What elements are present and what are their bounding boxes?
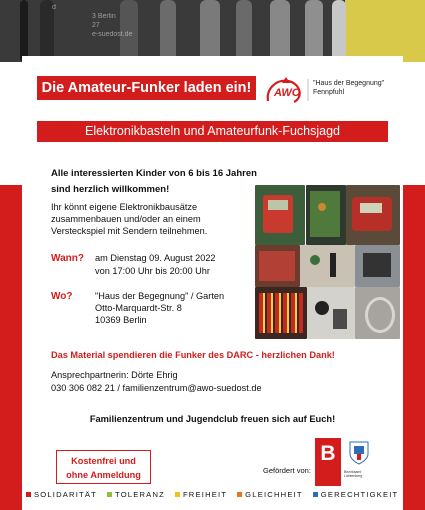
district-line1: Bezirksamt [344, 470, 362, 474]
intro-line-1: Alle interessierten Kinder von 6 bis 16 Jahren [51, 168, 257, 179]
subheadline: Elektronikbasteln und Amateurfunk-Fuchsjagd [37, 121, 388, 142]
closing-line: Familienzentrum und Jugendclub freuen sich auf Euch! [89, 414, 336, 424]
bezirksamt-logo [315, 438, 341, 486]
description-line-2: zusammenbauen und/oder an einem [51, 214, 201, 224]
value-square-icon [175, 492, 180, 497]
awo-place-line2: Fennpfuhl [313, 89, 345, 96]
header-photo [0, 0, 425, 62]
photo-radio [355, 245, 400, 287]
photo-multimeter [255, 185, 305, 245]
value-label: TOLERANZ [115, 490, 165, 499]
value-label: GERECHTIGKEIT [320, 490, 399, 499]
value-freiheit [175, 490, 227, 499]
value-gleichheit [237, 490, 303, 499]
free-box-line2: ohne Anmeldung [66, 470, 141, 480]
bezirksamt-letter: B [320, 442, 336, 465]
banner-text-1: d [52, 4, 56, 11]
free-box-line1: Kostenfrei und [71, 456, 136, 466]
where-place: "Haus der Begegnung" / Garten [95, 291, 225, 301]
photo-screwdrivers [255, 287, 307, 339]
material-note: Das Material spendieren die Funker des DARC - herzlichen Dank! [51, 350, 335, 360]
photo-antenna [355, 287, 400, 339]
district-crest-icon [348, 440, 370, 466]
awo-logo-text: AWO [274, 87, 301, 99]
photo-components [300, 245, 355, 287]
where-street: Otto-Marquardt-Str. 8 [95, 303, 182, 313]
headline: Die Amateur-Funker laden ein! [37, 76, 256, 100]
value-gerechtigkeit [313, 490, 399, 499]
photo-soldering [346, 185, 400, 245]
when-date: am Dienstag 09. August 2022 [95, 253, 216, 263]
photo-tools [255, 245, 300, 287]
value-square-icon [313, 492, 318, 497]
sponsor-label: Gefördert von: [263, 466, 311, 475]
awo-place [313, 79, 384, 97]
banner-text-2: 3 Berlin [92, 13, 116, 20]
intro-line-2: sind herzlich willkommen! [51, 184, 170, 195]
description-line-1: Ihr könnt eigene Elektronikbausätze [51, 202, 198, 212]
district-line2: Lichtenberg [344, 474, 363, 478]
value-solidaritaet [26, 490, 97, 499]
banner-text-3: 27 [92, 22, 100, 29]
left-red-stripe [0, 185, 22, 510]
contact-person: Ansprechpartnerin: Dörte Ehrig [51, 370, 178, 380]
contact-details: 030 306 082 21 / familienzentrum@awo-suedost.de [51, 383, 262, 393]
awo-place-line1: "Haus der Begegnung" [313, 80, 385, 87]
banner-text-4: e-suedost.de [92, 31, 133, 38]
value-square-icon [26, 492, 31, 497]
description-line-3: Versteckspiel mit Sendern teilnehmen. [51, 226, 208, 236]
value-square-icon [107, 492, 112, 497]
value-square-icon [237, 492, 242, 497]
photo-circuit-board [306, 185, 346, 245]
photo-parts [307, 287, 355, 339]
when-time: von 17:00 Uhr bis 20:00 Uhr [95, 266, 210, 276]
district-name [344, 470, 362, 478]
right-red-stripe [403, 185, 425, 510]
when-label: Wann? [51, 253, 84, 264]
values-footer [26, 490, 398, 499]
value-toleranz [107, 490, 165, 499]
value-label: GLEICHHEIT [245, 490, 303, 499]
where-label: Wo? [51, 291, 73, 302]
where-city: 10369 Berlin [95, 315, 147, 325]
free-registration-box [56, 450, 151, 484]
value-label: SOLIDARITÄT [34, 490, 97, 499]
value-label: FREIHEIT [182, 490, 228, 499]
